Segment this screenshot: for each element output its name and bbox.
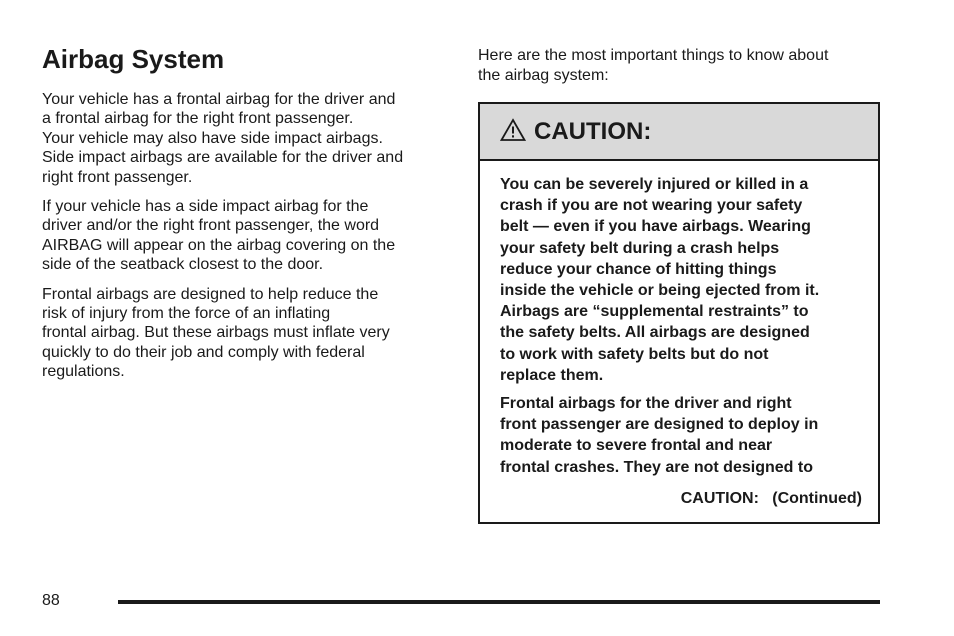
text-line: to work with safety belts but do not [500, 345, 769, 363]
text-line: frontal airbag. But these airbags must inflate very [42, 324, 390, 342]
text-line: moderate to severe frontal and near [500, 437, 773, 455]
caution-continued-label: CAUTION: (Continued) [680, 489, 862, 507]
text-line: Frontal airbags for the driver and right [500, 395, 792, 413]
text-line: your safety belt during a crash helps [500, 239, 780, 257]
right-column [478, 46, 880, 86]
text-line: Here are the most important things to know about [478, 47, 829, 64]
text-line: AIRBAG will appear on the airbag covering on the [42, 236, 396, 254]
caution-paragraph-frontal-deploy [500, 393, 862, 478]
caution-paragraph-safety-belt [500, 174, 862, 386]
text-line: crash if you are not wearing your safety [500, 197, 803, 215]
text-line: belt — even if you have airbags. Wearing [500, 218, 811, 236]
text-line: Your vehicle may also have side impact airbags. [42, 129, 383, 147]
text-line: inside the vehicle or being ejected from it. [500, 282, 820, 300]
text-line: the airbag system: [478, 67, 609, 84]
text-line: the safety belts. All airbags are designed [500, 324, 810, 342]
text-line: Side impact airbags are available for the driver and [42, 149, 404, 167]
paragraph-side-impact-label [42, 197, 450, 275]
intro-text [478, 46, 880, 86]
paragraph-airbag-overview [42, 90, 450, 187]
caution-body [480, 161, 878, 508]
text-line: replace them. [500, 366, 604, 384]
text-line: regulations. [42, 363, 125, 381]
text-line: You can be severely injured or killed in a [500, 176, 809, 193]
warning-triangle-icon [500, 118, 526, 142]
text-line: Your vehicle has a frontal airbag for the driver and [42, 91, 396, 108]
text-line: If your vehicle has a side impact airbag for the [42, 198, 369, 216]
page-number: 88 [42, 592, 60, 609]
text-line: driver and/or the right front passenger, the word [42, 217, 380, 235]
text-line: front passenger are designed to deploy in [500, 416, 819, 434]
caution-header [480, 104, 878, 161]
footer-rule [118, 600, 880, 604]
left-column [42, 42, 450, 392]
text-line: risk of injury from the force of an inflating [42, 305, 331, 323]
text-line: Frontal airbags are designed to help reduce the [42, 285, 379, 303]
text-line: right front passenger. [42, 168, 193, 186]
text-line: reduce your chance of hitting things [500, 260, 777, 278]
text-line: frontal crashes. They are not designed to [500, 458, 813, 476]
text-line: quickly to do their job and comply with federal [42, 343, 365, 361]
paragraph-frontal-airbags [42, 285, 450, 382]
text-line: Airbags are “supplemental restraints” to [500, 303, 809, 321]
text-line: a frontal airbag for the right front passenger. [42, 110, 354, 128]
caution-box [478, 102, 880, 524]
section-title: Airbag System [42, 44, 225, 74]
text-line: side of the seatback closest to the door. [42, 256, 324, 274]
caution-title: CAUTION: [534, 117, 652, 145]
